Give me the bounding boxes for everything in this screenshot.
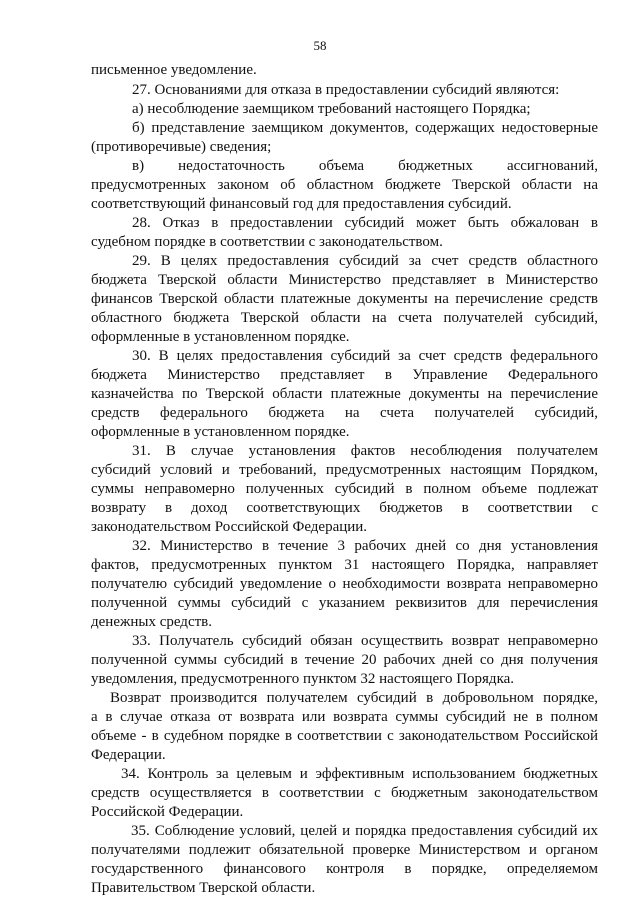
text-line: а) несоблюдение заемщиком требований настоящего Порядка; bbox=[132, 101, 531, 117]
text-line: а в случае отказа от возврата или возврата суммы субсидий не в полном bbox=[91, 709, 598, 725]
text-line: суммы неправомерно полученных субсидий в полном объеме подлежат bbox=[91, 481, 598, 497]
text-line: возврату в доход соответствующих бюджетов в соответствии с bbox=[91, 500, 598, 516]
text-line: 30. В целях предоставления субсидий за счет средств федерального bbox=[132, 348, 598, 364]
text-line: судебном порядке в соответствии с законодательством. bbox=[91, 234, 443, 250]
text-line: бюджета Тверской области Министерство представляет в Министерство bbox=[91, 272, 598, 288]
text-line: объеме - в судебном порядке в соответствии с законодательством Российской bbox=[91, 728, 598, 744]
text-line: 35. Соблюдение условий, целей и порядка предоставления субсидий их bbox=[131, 823, 598, 839]
text-line: 34. Контроль за целевым и эффективным использованием бюджетных bbox=[121, 766, 598, 782]
text-line: 33. Получатель субсидий обязан осуществить возврат неправомерно bbox=[132, 633, 598, 649]
text-line: субсидий условий и требований, предусмотренных настоящим Порядком, bbox=[91, 462, 598, 478]
text-line: оформленные в установленном порядке. bbox=[91, 329, 350, 345]
text-line: 27. Основаниями для отказа в предоставлении субсидий являются: bbox=[132, 82, 560, 98]
text-line: областного бюджета Тверской области на счета получателей субсидий, bbox=[91, 310, 598, 326]
text-line: 31. В случае установления фактов несоблюдения получателем bbox=[132, 443, 598, 459]
text-line: финансов Тверской области платежные документы на перечисление средств bbox=[91, 291, 598, 307]
text-line: Правительством Тверской области. bbox=[91, 880, 316, 896]
text-line: Российской Федерации. bbox=[91, 804, 244, 820]
text-line: полученной суммы субсидий в течение 20 рабочих дней со дня получения bbox=[91, 652, 598, 668]
text-line: бюджета Министерство представляет в Управление Федерального bbox=[91, 367, 598, 383]
text-line: получателями подлежит обязательной проверке Министерством и органом bbox=[91, 842, 598, 858]
text-line: в) недостаточность объема бюджетных ассигнований, bbox=[132, 158, 598, 174]
text-line: Федерации. bbox=[91, 747, 166, 763]
page-number: 58 bbox=[313, 38, 327, 53]
text-line: средств федерального бюджета на счета получателей субсидий, bbox=[91, 405, 598, 421]
text-line: оформленные в установленном порядке. bbox=[91, 424, 350, 440]
text-line: уведомления, предусмотренного пунктом 32 настоящего Порядка. bbox=[91, 671, 515, 687]
text-line: 28. Отказ в предоставлении субсидий может быть обжалован в bbox=[132, 215, 598, 231]
text-line: 32. Министерство в течение 3 рабочих дней со дня установления bbox=[132, 538, 598, 554]
text-line: средств осуществляется в соответствии с бюджетным законодательством bbox=[91, 785, 598, 801]
text-line: письменное уведомление. bbox=[91, 62, 257, 78]
text-line: соответствующий финансовый год для предоставления субсидий. bbox=[91, 196, 512, 212]
text-line: (противоречивые) сведения; bbox=[91, 139, 272, 155]
text-line: предусмотренных законом об областном бюджете Тверской области на bbox=[91, 177, 598, 193]
text-line: государственного финансового контроля в порядке, определяемом bbox=[91, 861, 598, 877]
text-line: полученной суммы субсидий с указанием реквизитов для перечисления bbox=[91, 595, 598, 611]
text-line: 29. В целях предоставления субсидий за счет средств областного bbox=[132, 253, 598, 269]
text-line: фактов, предусмотренных пунктом 31 настоящего Порядка, направляет bbox=[91, 557, 598, 573]
text-line: денежных средств. bbox=[91, 614, 212, 630]
text-line: Возврат производится получателем субсидий в добровольном порядке, bbox=[110, 690, 598, 706]
text-line: б) представление заемщиком документов, содержащих недостоверные bbox=[132, 120, 598, 136]
text-line: казначейства по Тверской области платежные документы на перечисление bbox=[91, 386, 598, 402]
text-line: получателю субсидий уведомление о необходимости возврата неправомерно bbox=[91, 576, 598, 592]
text-line: законодательством Российской Федерации. bbox=[91, 519, 368, 535]
